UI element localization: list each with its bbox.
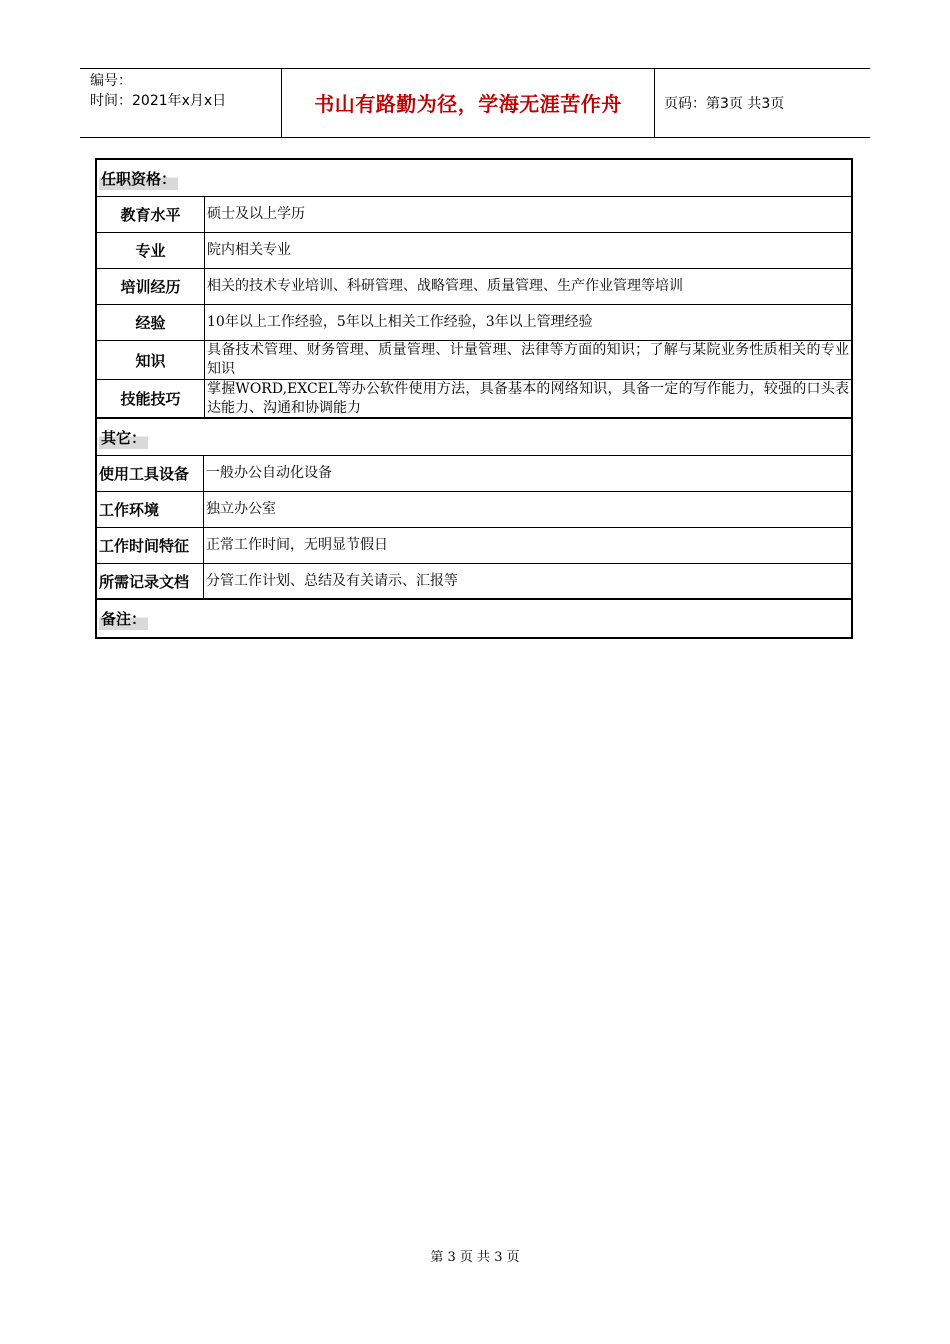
header-divider <box>654 69 655 137</box>
section-title: 任职资格： <box>99 167 178 190</box>
table-row <box>97 233 851 269</box>
number-label: 编号： <box>90 73 132 89</box>
row-value: 分管工作计划、总结及有关请示、汇报等 <box>206 572 458 589</box>
row-label: 使用工具设备 <box>97 456 204 491</box>
time-label: 时间：2021年x月x日 <box>90 93 227 109</box>
table-row <box>97 492 851 528</box>
row-value: 掌握WORD,EXCEL等办公软件使用方法，具备基本的网络知识，具备一定的写作能力，较强的口头表达能力、沟通和协调能力 <box>207 380 849 416</box>
table-row <box>97 197 851 233</box>
row-value: 正常工作时间，无明显节假日 <box>206 537 388 553</box>
page-header <box>80 68 870 138</box>
page-footer: 第 3 页 共 3 页 <box>430 1250 520 1265</box>
row-label: 经验 <box>97 305 205 340</box>
row-value: 具备技术管理、财务管理、质量管理、计量管理、法律等方面的知识；了解与某院业务性质相关的专业知识 <box>207 342 849 377</box>
table-row <box>97 341 851 380</box>
section-title: 备注： <box>99 607 148 630</box>
row-label: 知识 <box>97 341 205 379</box>
row-label: 所需记录文档 <box>97 564 204 598</box>
table-row <box>97 380 851 419</box>
row-label: 工作时间特征 <box>97 528 204 563</box>
row-label: 工作环境 <box>97 492 204 527</box>
job-spec-table <box>95 158 853 639</box>
table-row <box>97 564 851 600</box>
row-label: 专业 <box>97 233 205 268</box>
row-label: 技能技巧 <box>97 380 205 417</box>
section-header-remarks <box>97 600 851 637</box>
header-meta <box>90 71 285 111</box>
section-header-others <box>97 419 851 456</box>
table-row <box>97 269 851 305</box>
row-value: 相关的技术专业培训、科研管理、战略管理、质量管理、生产作业管理等培训 <box>207 278 683 294</box>
table-row <box>97 528 851 564</box>
row-value: 10年以上工作经验，5年以上相关工作经验，3年以上管理经验 <box>207 314 593 330</box>
row-value: 一般办公自动化设备 <box>206 465 332 481</box>
header-motto: 书山有路勤为径，学海无涯苦作舟 <box>314 92 622 116</box>
page-info: 页码：第3页 共3页 <box>664 96 785 112</box>
table-row <box>97 305 851 341</box>
row-label: 培训经历 <box>97 269 205 304</box>
row-value: 院内相关专业 <box>207 242 291 258</box>
row-value: 独立办公室 <box>206 501 276 517</box>
section-title: 其它： <box>99 426 148 449</box>
row-value: 硕士及以上学历 <box>207 206 305 222</box>
section-header-qualifications <box>97 160 851 197</box>
table-row <box>97 456 851 492</box>
row-label: 教育水平 <box>97 197 205 232</box>
